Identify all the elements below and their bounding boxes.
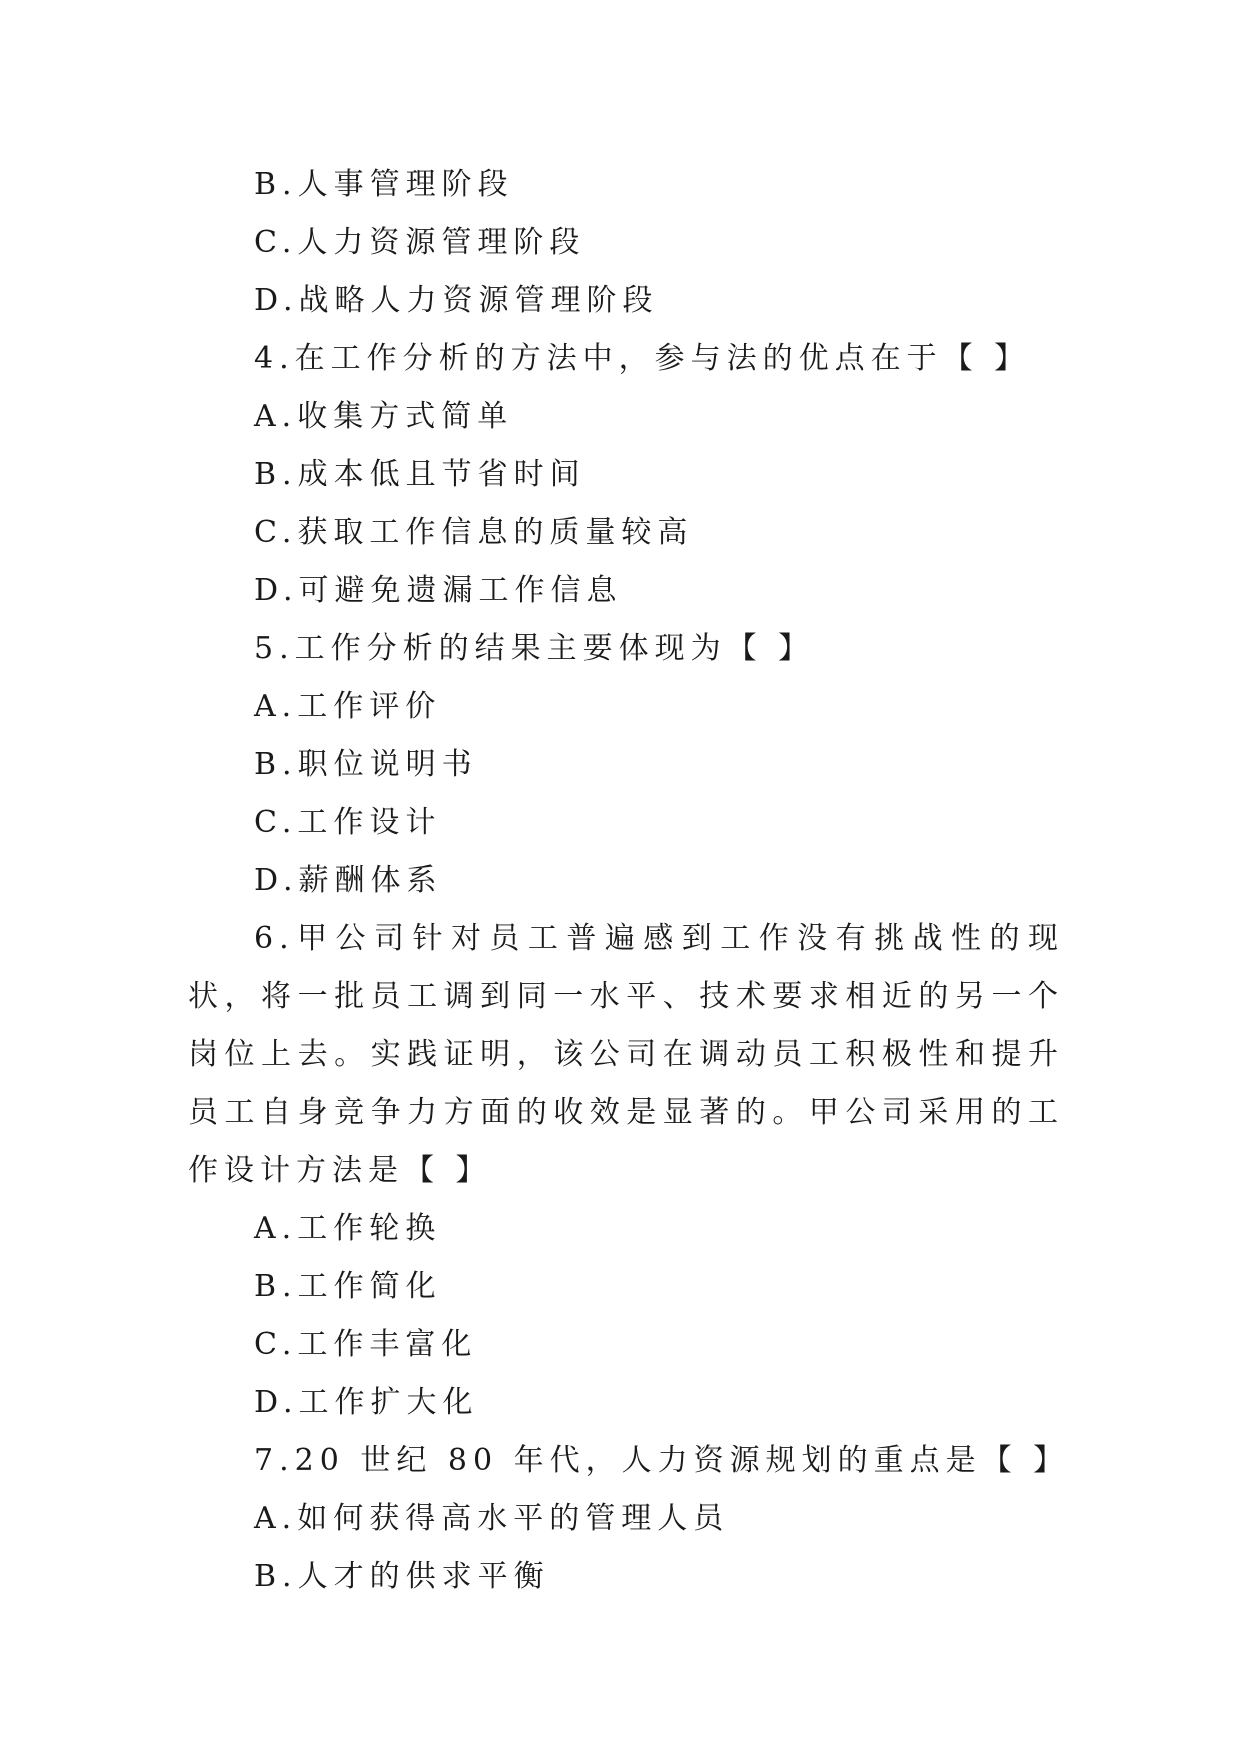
q5-option-a: A.工作评价 [254, 689, 442, 724]
q6-option-c: C.工作丰富化 [254, 1327, 478, 1362]
q7-option-a: A.如何获得高水平的管理人员 [254, 1501, 730, 1536]
q4-option-a: A.收集方式简单 [254, 399, 514, 434]
q3-option-c: C.人力资源管理阶段 [254, 225, 586, 260]
document-content [188, 156, 1070, 1606]
q4-option-c: C.获取工作信息的质量较高 [254, 515, 694, 550]
q3-option-d: D.战略人力资源管理阶段 [254, 283, 659, 318]
q6-option-a: A.工作轮换 [254, 1211, 442, 1246]
q7-option-b: B.人才的供求平衡 [254, 1559, 550, 1594]
q5-option-d: D.薪酬体系 [254, 863, 443, 898]
q5-option-c: C.工作设计 [254, 805, 442, 840]
q4-question: 4.在工作分析的方法中，参与法的优点在于【 】 [254, 341, 1031, 376]
q4-option-b: B.成本低且节省时间 [254, 457, 586, 492]
q6-option-d: D.工作扩大化 [254, 1385, 479, 1420]
q5-question: 5.工作分析的结果主要体现为【 】 [254, 631, 815, 666]
q7-question: 7.20 世纪 80 年代，人力资源规划的重点是【 】 [254, 1443, 1070, 1478]
q5-option-b: B.职位说明书 [254, 747, 478, 782]
q6-question: 6.甲公司针对员工普遍感到工作没有挑战性的现状，将一批员工调到同一水平、技术要求相近的另一个岗位上去。实践证明，该公司在调动员工积极性和提升员工自身竞争力方面的收效是显著的。甲公司采用的工作设计方法是【 】 [188, 921, 1064, 1188]
q3-option-b: B.人事管理阶段 [254, 167, 514, 202]
q4-option-d: D.可避免遗漏工作信息 [254, 573, 623, 608]
q6-option-b: B.工作简化 [254, 1269, 442, 1304]
